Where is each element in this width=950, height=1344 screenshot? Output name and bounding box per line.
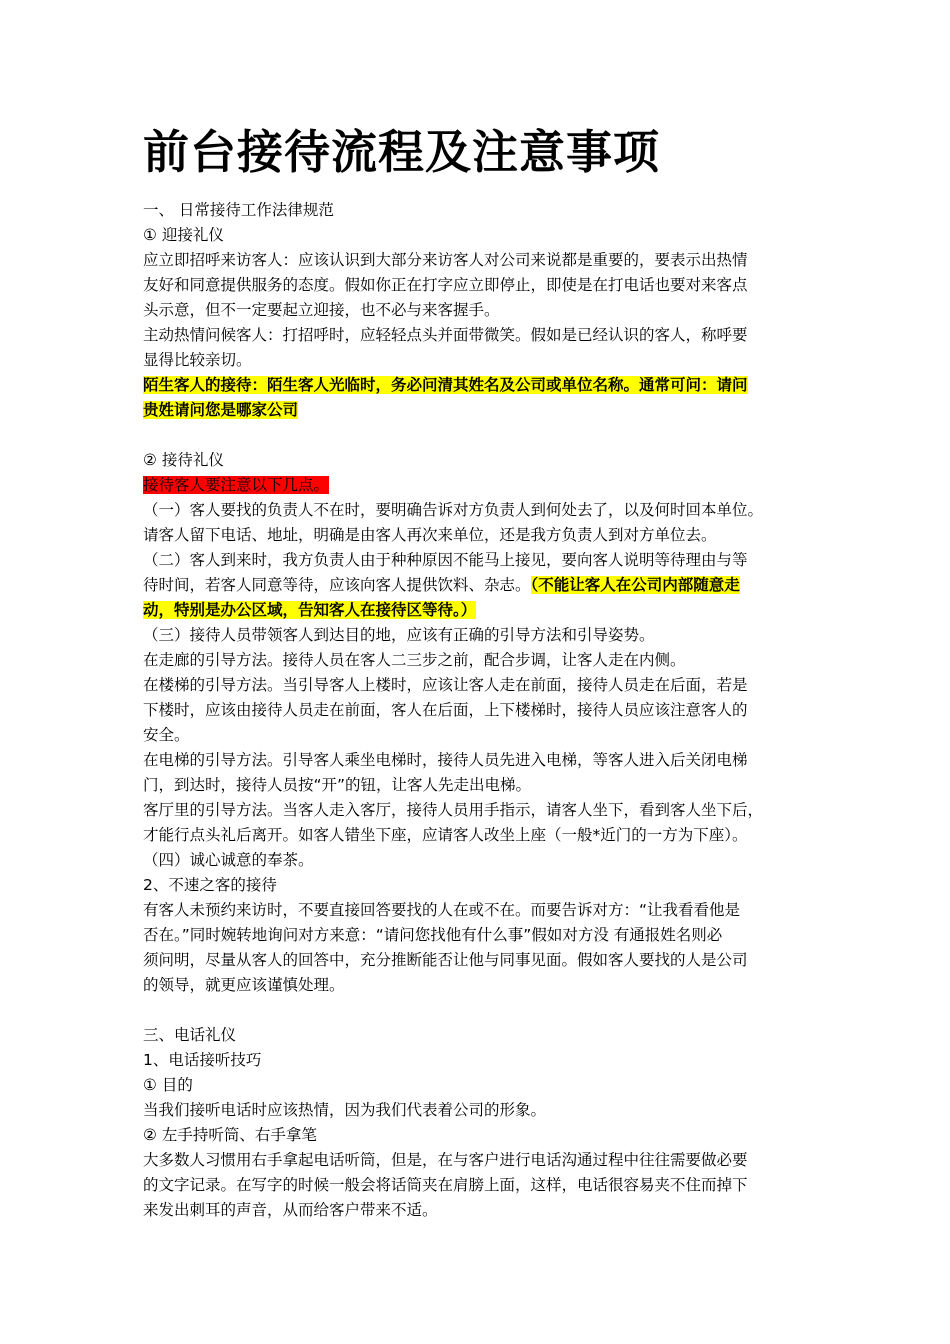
highlighted-text: 贵姓请问您是哪家公司 xyxy=(143,401,299,419)
paragraph-line: （三）接待人员带领客人到达目的地，应该有正确的引导方法和引导姿势。 xyxy=(143,626,655,644)
page-title: 前台接待流程及注意事项 xyxy=(143,125,660,179)
paragraph-line: 安全。 xyxy=(143,726,190,744)
paragraph-line: 在电梯的引导方法。引导客人乘坐电梯时，接待人员先进入电梯，等客人进入后关闭电梯 xyxy=(143,751,748,769)
paragraph-line: 客厅里的引导方法。当客人走入客厅，接待人员用手指示，请客人坐下，看到客人坐下后， xyxy=(143,801,764,819)
highlighted-text: 陌生客人的接待：陌生客人光临时，务必问清其姓名及公司或单位名称。通常可问：请问 xyxy=(143,376,748,394)
paragraph-line: 的领导，就更应该谨慎处理。 xyxy=(143,976,345,994)
paragraph-line: 否在。”同时婉转地询问对方来意：“请问您找他有什么事”假如对方没 有通报姓名则必 xyxy=(143,926,723,944)
paragraph-line: 请客人留下电话、地址，明确是由客人再次来单位，还是我方负责人到对方单位去。 xyxy=(143,526,717,544)
subsection-heading: ② 左手持听筒、右手拿笔 xyxy=(143,1126,317,1144)
subsection-heading: ① 迎接礼仪 xyxy=(143,226,224,244)
paragraph-line: 大多数人习惯用右手拿起电话听筒，但是，在与客户进行电话沟通过程中往往需要做必要 xyxy=(143,1151,748,1169)
paragraph-line: 应立即招呼来访客人：应该认识到大部分来访客人对公司来说都是重要的，要表示出热情 xyxy=(143,251,748,269)
paragraph-line: 下楼时，应该由接待人员走在前面，客人在后面，上下楼梯时，接待人员应该注意客人的 xyxy=(143,701,748,719)
blank-line xyxy=(143,998,813,1023)
paragraph-line: 门，到达时，接待人员按“开”的钮，让客人先走出电梯。 xyxy=(143,776,532,794)
red-highlighted-text: 接待客人要注意以下几点。 xyxy=(143,476,330,494)
paragraph-line: 头示意，但不一定要起立迎接，也不必与来客握手。 xyxy=(143,301,500,319)
paragraph-line: 主动热情问候客人：打招呼时，应轻轻点头并面带微笑。假如是已经认识的客人，称呼要 xyxy=(143,326,748,344)
paragraph-line: （一）客人要找的负责人不在时，要明确告诉对方负责人到何处去了，以及何时回本单位。 xyxy=(143,501,764,519)
paragraph-line: 当我们接听电话时应该热情，因为我们代表着公司的形象。 xyxy=(143,1101,547,1119)
paragraph-line: 在走廊的引导方法。接待人员在客人二三步之前，配合步调，让客人走在内侧。 xyxy=(143,651,686,669)
paragraph-line: （四）诚心诚意的奉茶。 xyxy=(143,851,314,869)
paragraph-line: 来发出刺耳的声音，从而给客户带来不适。 xyxy=(143,1201,438,1219)
subsection-heading: 1、电话接听技巧 xyxy=(143,1051,262,1069)
blank-line xyxy=(143,423,813,448)
paragraph-line: 在楼梯的引导方法。当引导客人上楼时，应该让客人走在前面，接待人员走在后面，若是 xyxy=(143,676,748,694)
paragraph-line: （二）客人到来时，我方负责人由于种种原因不能马上接见，要向客人说明等待理由与等 xyxy=(143,551,748,569)
section-heading: 一、 日常接待工作法律规范 xyxy=(143,201,334,219)
paragraph-line: 的文字记录。在写字的时候一般会将话筒夹在肩膀上面，这样，电话很容易夹不住而掉下 xyxy=(143,1176,748,1194)
paragraph-line: 须问明，尽量从客人的回答中，充分推断能否让他与同事见面。假如客人要找的人是公司 xyxy=(143,951,748,969)
subsection-heading: ② 接待礼仪 xyxy=(143,451,224,469)
subsection-heading: 2、不速之客的接待 xyxy=(143,876,277,894)
paragraph-text: 待时间，若客人同意等待，应该向客人提供饮料、杂志。 xyxy=(143,576,531,594)
section-heading: 三、电话礼仪 xyxy=(143,1026,237,1044)
highlighted-text: 动，特别是办公区域，告知客人在接待区等待。） xyxy=(143,601,477,619)
document-body xyxy=(143,198,813,1223)
paragraph-line: 才能行点头礼后离开。如客人错坐下座，应请客人改坐上座（一般*近门的一方为下座）。 xyxy=(143,826,748,844)
subsection-heading: ① 目的 xyxy=(143,1076,193,1094)
paragraph-line: 有客人未预约来访时，不要直接回答要找的人在或不在。而要告诉对方：“让我看看他是 xyxy=(143,901,741,919)
highlighted-text: （不能让客人在公司内部随意走 xyxy=(530,576,740,594)
paragraph-line: 显得比较亲切。 xyxy=(143,351,252,369)
paragraph-line: 友好和同意提供服务的态度。假如你正在打字应立即停止，即使是在打电话也要对来客点 xyxy=(143,276,748,294)
